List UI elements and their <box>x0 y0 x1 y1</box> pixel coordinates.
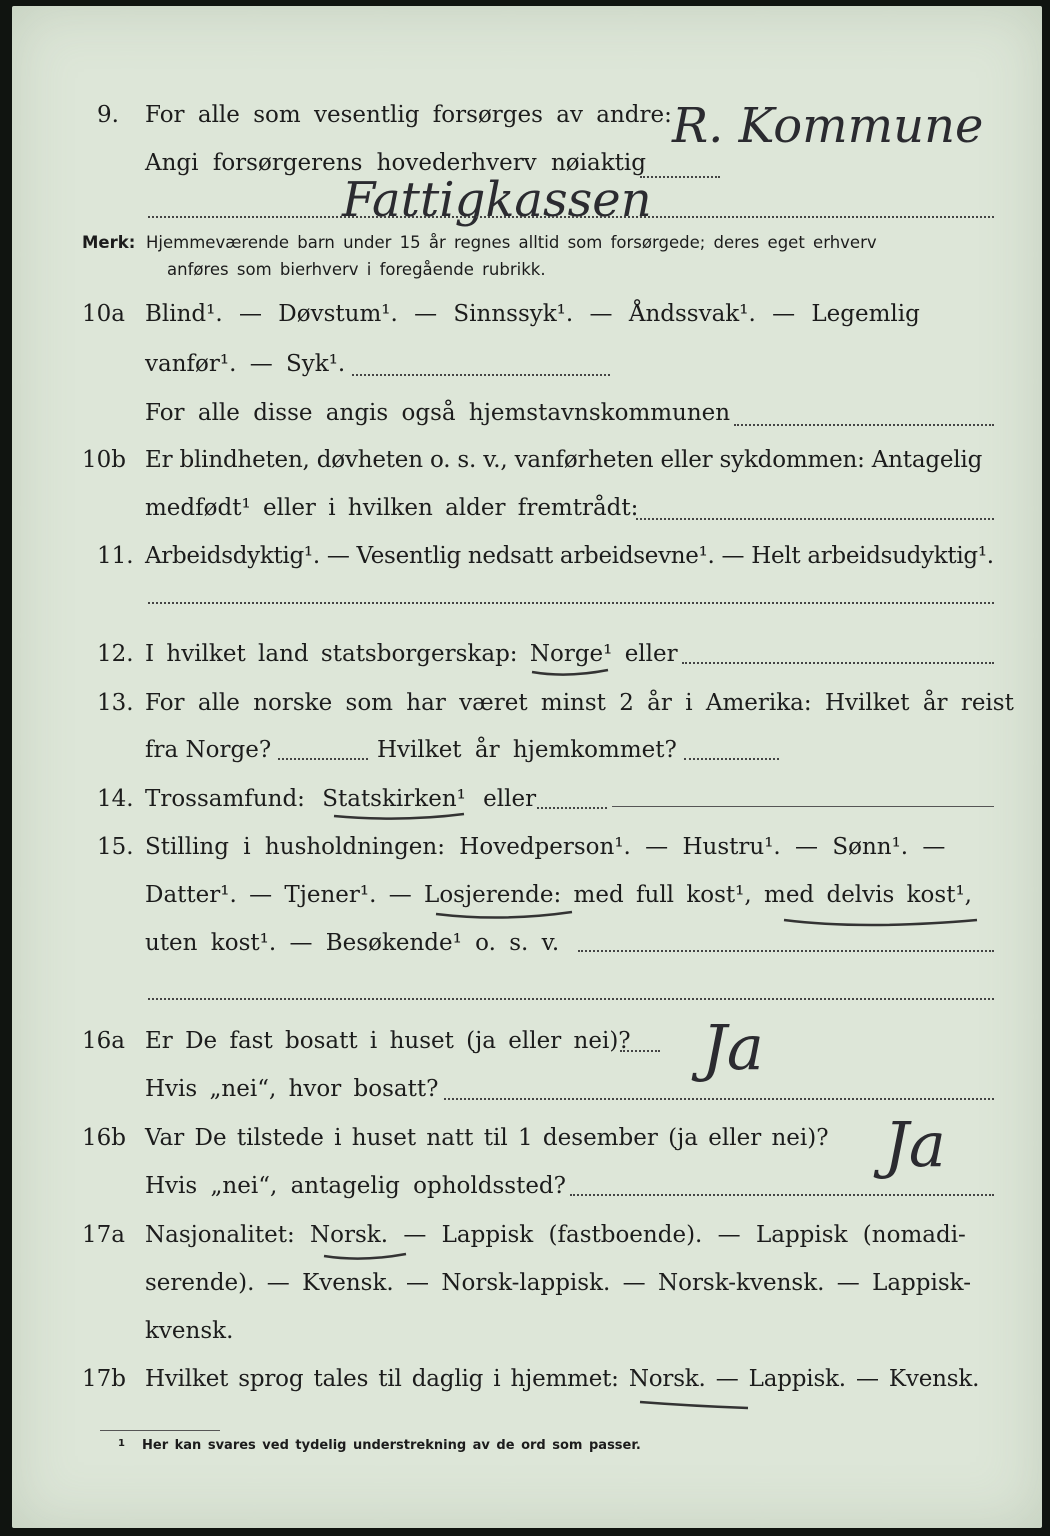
q9-line2: Angi forsørgerens hovederhverv nøiaktig <box>145 150 646 176</box>
underline-med-delvis-kost <box>784 920 977 925</box>
q16b-line1: Var De tilstede i huset natt til 1 desember (ja eller nei)? <box>145 1125 829 1151</box>
q16a-line2: Hvis „nei“, hvor bosatt? <box>145 1076 439 1102</box>
underline-statskirken <box>334 814 464 819</box>
q10a-line2: vanfør¹. — Syk¹. <box>145 351 346 377</box>
q16b-line2: Hvis „nei“, antagelig opholdssted? <box>145 1173 566 1199</box>
underline-marks <box>12 6 1042 1528</box>
q17a-line2: serende). — Kvensk. — Norsk-lappisk. — Norsk-kvensk. — Lappisk- <box>145 1270 971 1296</box>
q9-line1: For alle som vesentlig forsørges av andre: <box>145 102 672 128</box>
merk-label: Merk: <box>82 233 136 252</box>
q10a-number: 10a <box>82 301 125 327</box>
q15-line2: Datter¹. — Tjener¹. — Losjerende: med full kost¹, med delvis kost¹, <box>145 882 972 908</box>
q17b-line1: Hvilket sprog tales til daglig i hjemmet: Norsk. — Lappisk. — Kvensk. <box>145 1366 980 1392</box>
census-form-page <box>12 6 1042 1528</box>
underline-norsk-q17b <box>640 1402 748 1408</box>
q17b-number: 17b <box>82 1366 126 1392</box>
q16a-number: 16a <box>82 1028 125 1054</box>
q13-line2a: fra Norge? <box>145 737 272 763</box>
underline-norsk-q17a <box>324 1254 406 1259</box>
underline-norge-q12 <box>532 670 608 675</box>
q15-line3: uten kost¹. — Besøkende¹ o. s. v. <box>145 930 560 956</box>
q16b-number: 16b <box>82 1125 126 1151</box>
q16b-handwritten-answer: Ja <box>884 1108 946 1181</box>
q9-handwritten-answer1: R. Kommune <box>672 98 984 154</box>
q9-number: 9. <box>97 102 119 128</box>
q10a-line1: Blind¹. — Døvstum¹. — Sinnssyk¹. — Åndssvak¹. — Legemlig <box>145 301 920 327</box>
q12-number: 12. <box>97 641 134 667</box>
q9-handwritten-answer2: Fattigkassen <box>342 172 652 228</box>
q15-line1: Stilling i husholdningen: Hovedperson¹. — Hustru¹. — Sønn¹. — <box>145 834 946 860</box>
q12-line1: I hvilket land statsborgerskap: Norge¹ eller <box>145 641 678 667</box>
q14-number: 14. <box>97 786 134 812</box>
q16a-line1: Er De fast bosatt i huset (ja eller nei)? <box>145 1028 631 1054</box>
q17a-line1: Nasjonalitet: Norsk. — Lappisk (fastboende). — Lappisk (nomadi- <box>145 1222 966 1248</box>
q16a-handwritten-answer: Ja <box>702 1011 764 1084</box>
q13-line1: For alle norske som har været minst 2 år i Amerika: Hvilket år reist <box>145 690 1014 716</box>
footnote-mark: 1 <box>118 1438 125 1449</box>
q10a-line3: For alle disse angis også hjemstavnskommunen <box>145 400 731 426</box>
q10b-line2: medfødt¹ eller i hvilken alder fremtrådt: <box>145 495 639 521</box>
q15-number: 15. <box>97 834 134 860</box>
footnote-text: Her kan svares ved tydelig understrekning av de ord som passer. <box>142 1438 641 1453</box>
q13-line2b: Hvilket år hjemkommet? <box>377 737 677 763</box>
q17a-line3: kvensk. <box>145 1318 234 1344</box>
q14-line1: Trossamfund: Statskirken¹ eller <box>145 786 537 812</box>
merk-line1: Hjemmeværende barn under 15 år regnes alltid som forsørgede; deres eget erhverv <box>146 233 877 252</box>
underline-losjerende <box>436 912 572 918</box>
q10b-number: 10b <box>82 447 126 473</box>
merk-line2: anføres som bierhverv i foregående rubrikk. <box>167 260 546 279</box>
q11-line1: Arbeidsdyktig¹. — Vesentlig nedsatt arbeidsevne¹. — Helt arbeidsudyktig¹. <box>145 543 994 569</box>
q17a-number: 17a <box>82 1222 125 1248</box>
q11-number: 11. <box>97 543 134 569</box>
q10b-line1: Er blindheten, døvheten o. s. v., vanførheten eller sykdommen: Antagelig <box>145 447 983 473</box>
q13-number: 13. <box>97 690 134 716</box>
